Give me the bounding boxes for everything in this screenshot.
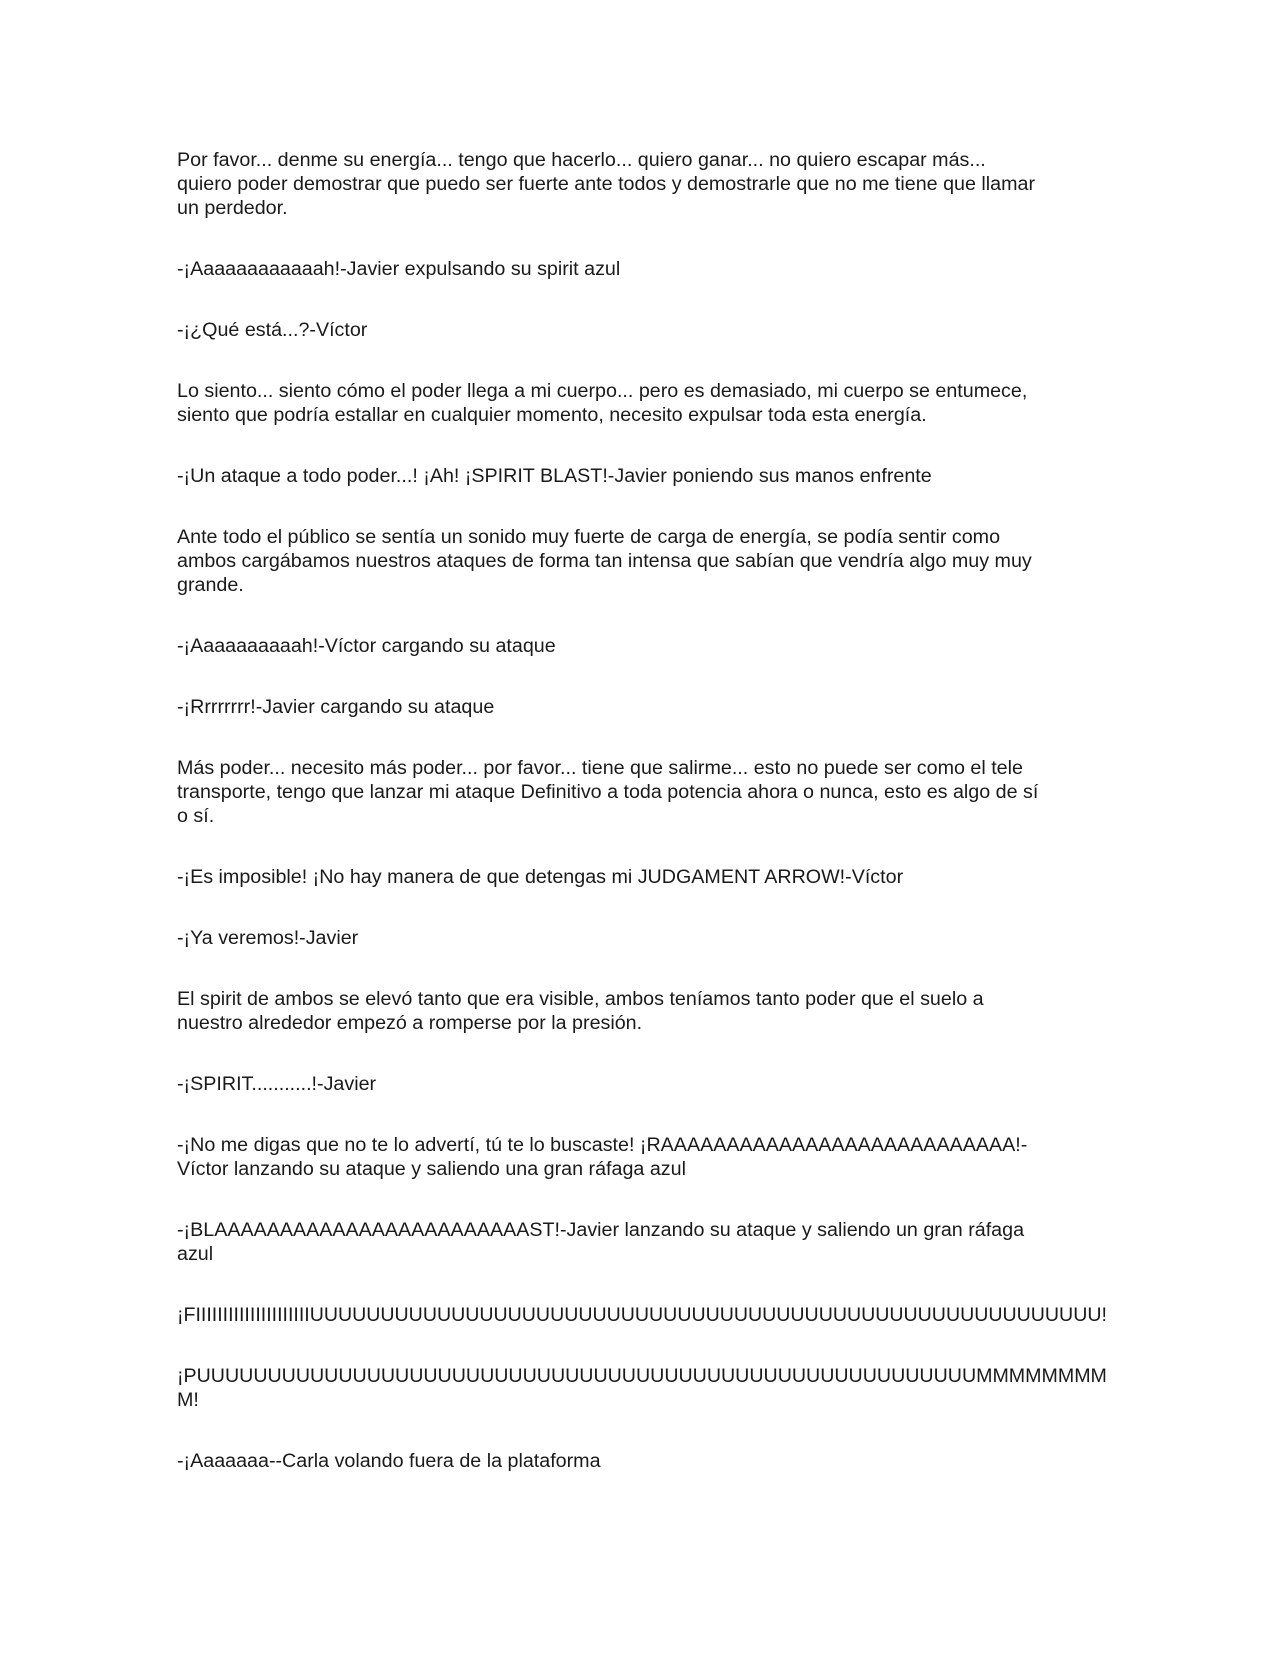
paragraph [177,1072,1107,1096]
paragraph [177,1303,1107,1327]
paragraph-line: Víctor lanzando su ataque y saliendo una gran ráfaga azul [177,1158,686,1180]
paragraph-line: ¡PUUUUUUUUUUUUUUUUUUUUUUUUUUUUUUUUUUUUUUUUUUUUUUUUUUUUUUUMMMMMMMM [177,1365,1107,1387]
paragraph [177,634,1107,658]
paragraph [177,1218,1107,1266]
paragraph-line: -¡Aaaaaaa--Carla volando fuera de la plataforma [177,1450,601,1472]
paragraph [177,756,1107,828]
paragraph-line: azul [177,1243,214,1265]
paragraph-line: El spirit de ambos se elevó tanto que era visible, ambos teníamos tanto poder que el suelo a [177,988,984,1010]
paragraph-line: -¡BLAAAAAAAAAAAAAAAAAAAAAAAAST!-Javier lanzando su ataque y saliendo un gran ráfaga [177,1219,1025,1241]
paragraph-line: quiero poder demostrar que puedo ser fuerte ante todos y demostrarle que no me tiene que llamar [177,173,1036,195]
paragraph-line: Más poder... necesito más poder... por favor... tiene que salirme... esto no puede ser como el tele [177,757,1023,779]
paragraph-line: Lo siento... siento cómo el poder llega a mi cuerpo... pero es demasiado, mi cuerpo se entumece, [177,380,1028,402]
paragraph-line: -¡Rrrrrrrr!-Javier cargando su ataque [177,696,495,718]
paragraph [177,695,1107,719]
paragraph [177,464,1107,488]
paragraph-line: M! [177,1389,199,1411]
paragraph-line: un perdedor. [177,197,288,219]
paragraph [177,318,1107,342]
paragraph-line: -¡¿Qué está...?-Víctor [177,319,368,341]
paragraph [177,1449,1107,1473]
paragraph [177,926,1107,950]
paragraph-line: -¡No me digas que no te lo advertí, tú te lo buscaste! ¡RAAAAAAAAAAAAAAAAAAAAAAAAAAA!- [177,1134,1028,1156]
paragraph-line: ambos cargábamos nuestros ataques de forma tan intensa que sabían que vendría algo muy muy [177,550,1032,572]
paragraph-line: transporte, tengo que lanzar mi ataque Definitivo a toda potencia ahora o nunca, esto es algo de sí [177,781,1039,803]
paragraph [177,987,1107,1035]
paragraph-line: -¡SPIRIT...........!-Javier [177,1073,377,1095]
paragraph-line: -¡Es imposible! ¡No hay manera de que detengas mi JUDGAMENT ARROW!-Víctor [177,866,904,888]
paragraph-line: -¡Un ataque a todo poder...! ¡Ah! ¡SPIRIT BLAST!-Javier poniendo sus manos enfrente [177,465,932,487]
paragraph [177,257,1107,281]
paragraph-line: nuestro alrededor empezó a romperse por la presión. [177,1012,643,1034]
paragraph [177,865,1107,889]
paragraph-line: Por favor... denme su energía... tengo que hacerlo... quiero ganar... no quiero escapar más... [177,149,986,171]
document-body [177,148,1107,1510]
paragraph [177,379,1107,427]
paragraph-line: -¡Ya veremos!-Javier [177,927,359,949]
paragraph-line: -¡Aaaaaaaaaah!-Víctor cargando su ataque [177,635,556,657]
paragraph-line: ¡FIIIIIIIIIIIIIIIIIIIIIUUUUUUUUUUUUUUUUUUUUUUUUUUUUUUUUUUUUUUUUUUUUUUUUUUUUUUUU! [177,1304,1107,1326]
paragraph [177,1364,1107,1412]
paragraph [177,148,1107,220]
paragraph [177,1133,1107,1181]
paragraph-line: Ante todo el público se sentía un sonido muy fuerte de carga de energía, se podía sentir como [177,526,1001,548]
paragraph-line: siento que podría estallar en cualquier momento, necesito expulsar toda esta energía. [177,404,927,426]
paragraph-line: -¡Aaaaaaaaaaaah!-Javier expulsando su spirit azul [177,258,621,280]
paragraph-line: o sí. [177,805,215,827]
paragraph-line: grande. [177,574,244,596]
paragraph [177,525,1107,597]
